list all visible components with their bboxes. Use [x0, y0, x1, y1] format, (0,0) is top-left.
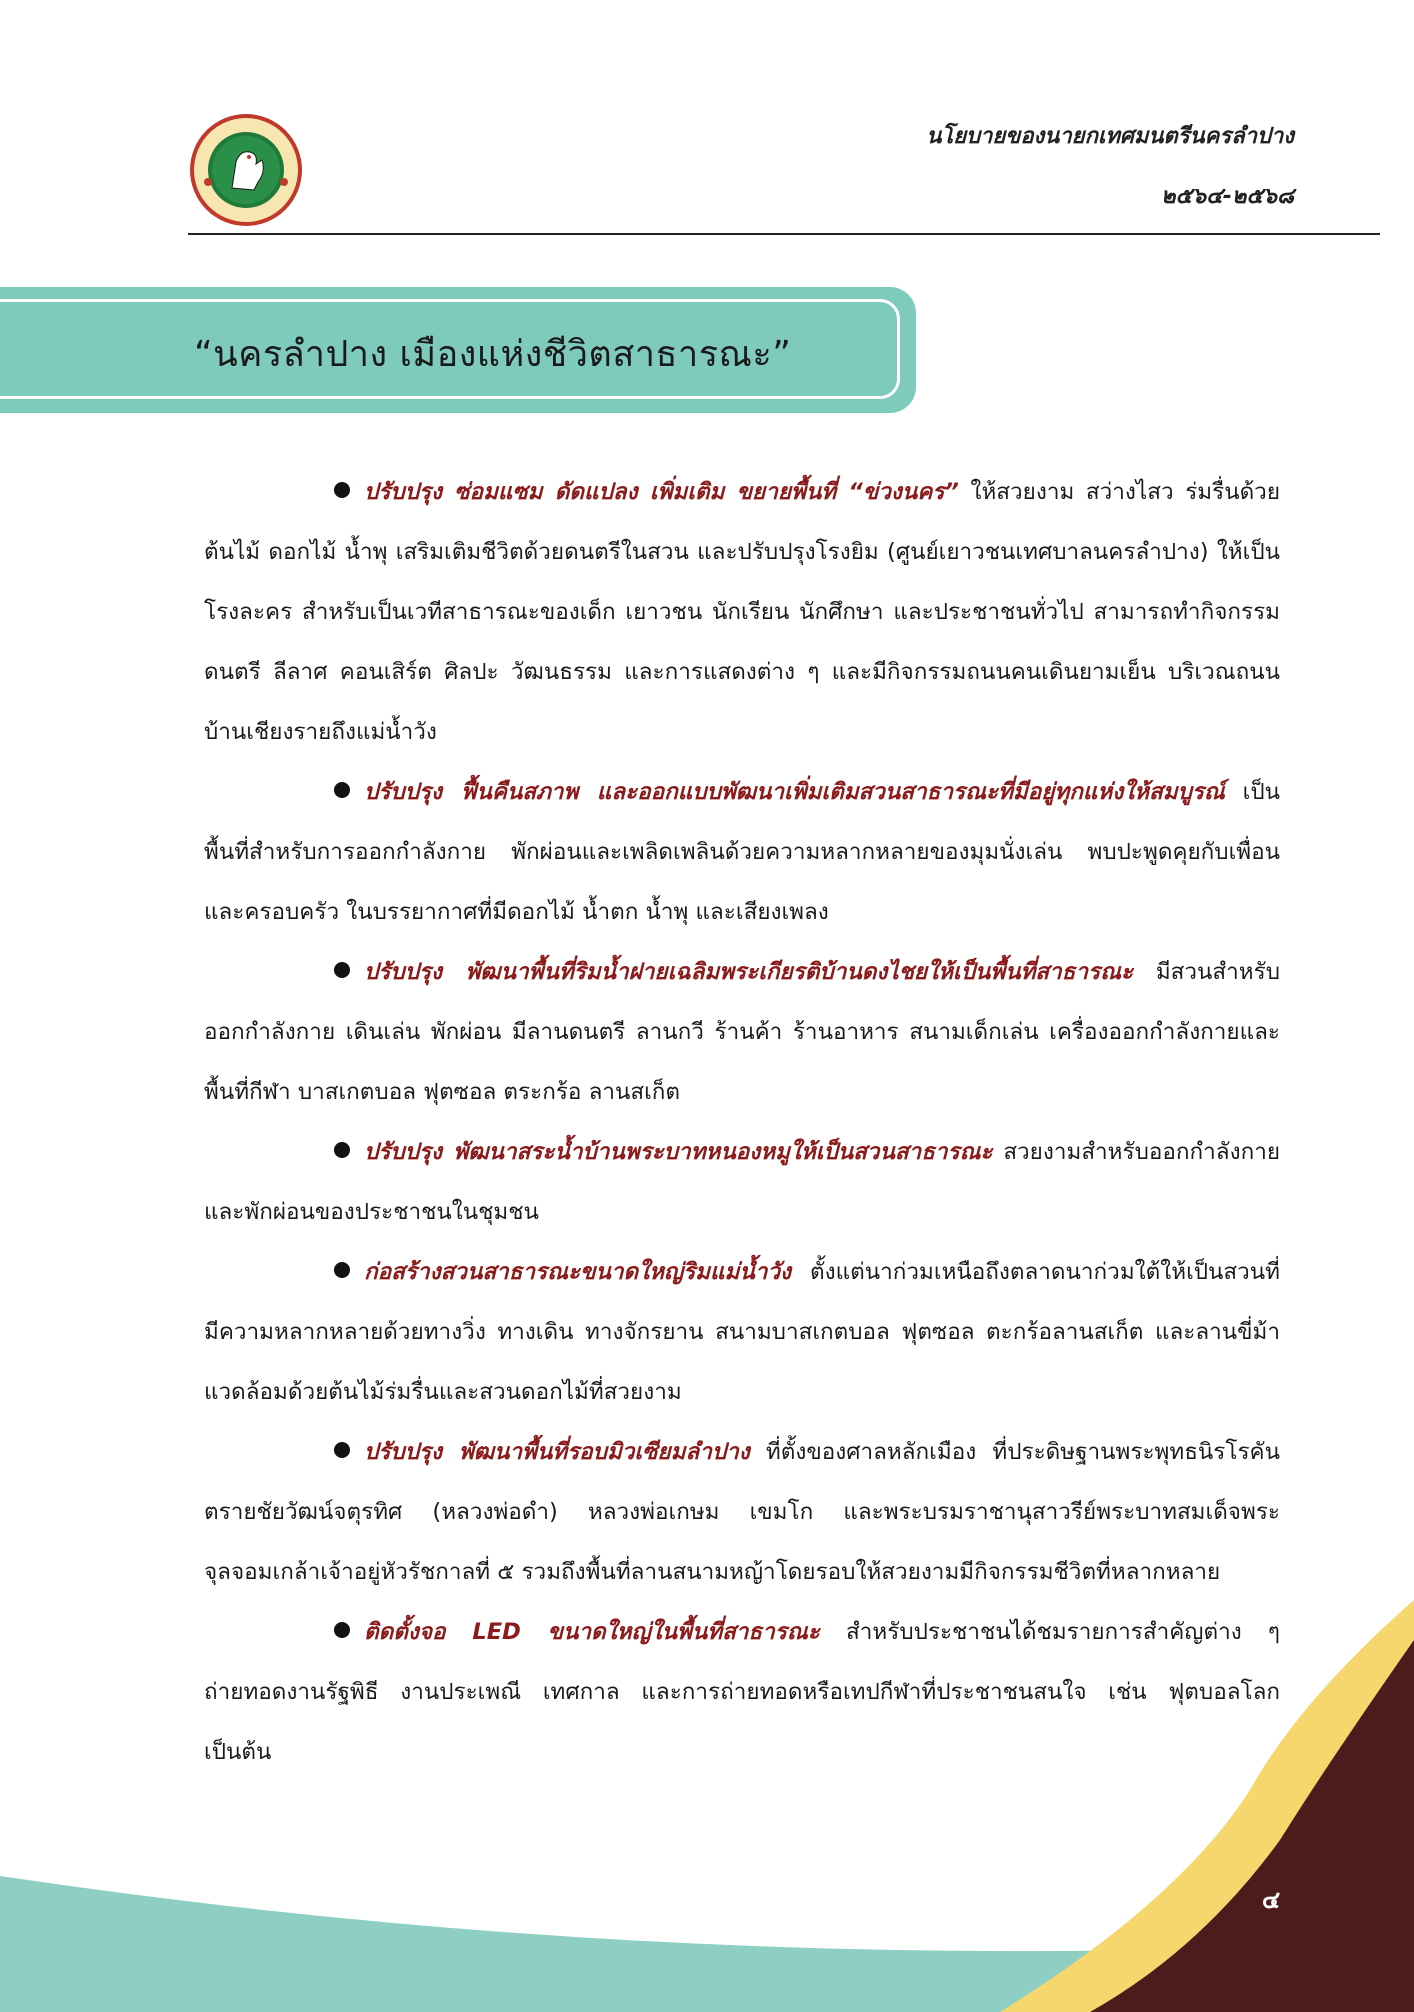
policy-content — [204, 462, 1280, 1782]
policy-item — [204, 1242, 1280, 1422]
bullet-icon — [334, 782, 350, 798]
policy-text: สำหรับประชาชนได้ชมรายการสำคัญต่าง ๆ ถ่ายทอดงานรัฐพิธี งานประเพณี เทศกาล และการถ่ายทอดหรือเทปกีฬาที่ประชาชนสนใจ เช่น ฟุตบอลโลก เป็นต้น — [204, 1619, 1280, 1765]
bullet-icon — [334, 962, 350, 978]
policy-heading: ปรับปรุง ซ่อมแซม ดัดแปลง เพิ่มเติม ขยายพื้นที่ “ข่วงนคร” — [364, 479, 959, 505]
policy-item — [204, 942, 1280, 1122]
policy-item — [204, 1422, 1280, 1602]
policy-text: ที่ตั้งของศาลหลักเมือง ที่ประดิษฐานพระพุทธนิรโรคันตรายชัยวัฒน์จตุรทิศ (หลวงพ่อดำ) หลวงพ่อเกษม เขมโก และพระบรมราชานุสาวรีย์พระบาทสมเด็จพระจุลจอมเกล้าเจ้าอยู่หัวรัชกาลที่ ๕ รวมถึงพื้นที่ลานสนามหญ้าโดยรอบให้สวยงามมีกิจกรรมชีวิตที่หลากหลาย — [204, 1439, 1280, 1585]
policy-text: ให้สวยงาม สว่างไสว ร่มรื่นด้วยต้นไม้ ดอกไม้ น้ำพุ เสริมเติมชีวิตด้วยดนตรีในสวน และปรับปรุงโรงยิม (ศูนย์เยาวชนเทศบาลนครลำปาง) ให้เป็นโรงละคร สำหรับเป็นเวทีสาธารณะของเด็ก เยาวชน นักเรียน นักศึกษา และประชาชนทั่วไป สามารถทำกิจกรรมดนตรี ลีลาศ คอนเสิร์ต ศิลปะ วัฒนธรรม และการแสดงต่าง ๆ และมีกิจกรรมถนนคนเดินยามเย็น บริเวณถนนบ้านเชียงรายถึงแม่น้ำวัง — [204, 479, 1281, 745]
policy-heading: ก่อสร้างสวนสาธารณะขนาดใหญ่ริมแม่น้ำวัง — [364, 1259, 791, 1285]
bullet-icon — [334, 1622, 350, 1638]
bullet-icon — [334, 1442, 350, 1458]
policy-heading: ปรับปรุง พัฒนาพื้นที่ริมน้ำฝายเฉลิมพระเกียรติบ้านดงไชยให้เป็นพื้นที่สาธารณะ — [364, 959, 1134, 985]
policy-text: มีสวนสำหรับออกกำลังกาย เดินเล่น พักผ่อน มีลานดนตรี ลานกวี ร้านค้า ร้านอาหาร สนามเด็กเล่น เครื่องออกกำลังกายและพื้นที่กีฬา บาสเกตบอล ฟุตซอล ตระกร้อ ลานสเก็ต — [204, 959, 1280, 1105]
policy-item — [204, 1122, 1280, 1242]
policy-heading: ติดตั้งจอ LED ขนาดใหญ่ในพื้นที่สาธารณะ — [364, 1619, 820, 1645]
policy-text: เป็นพื้นที่สำหรับการออกกำลังกาย พักผ่อนและเพลิดเพลินด้วยความหลากหลายของมุมนั่งเล่น พบปะพูดคุยกับเพื่อน และครอบครัว ในบรรยากาศที่มีดอกไม้ น้ำตก น้ำพุ และเสียงเพลง — [204, 779, 1280, 925]
policy-heading: ปรับปรุง ฟื้นคืนสภาพ และออกแบบพัฒนาเพิ่มเติมสวนสาธารณะที่มีอยู่ทุกแห่งให้สมบูรณ์ — [364, 779, 1225, 805]
policy-heading: ปรับปรุง พัฒนาสระน้ำบ้านพระบาทหนองหมูให้เป็นสวนสาธารณะ — [364, 1139, 993, 1165]
bullet-icon — [334, 1262, 350, 1278]
policy-item — [204, 462, 1280, 762]
policy-item — [204, 1602, 1280, 1782]
bullet-icon — [334, 1142, 350, 1158]
document-title: นโยบายของนายกเทศมนตรีนครลำปาง — [926, 124, 1294, 149]
policy-years: ๒๕๖๔-๒๕๖๘ — [1161, 184, 1294, 209]
policy-heading: ปรับปรุง พัฒนาพื้นที่รอบมิวเซียมลำปาง — [364, 1439, 750, 1465]
policy-text: ตั้งแต่นาก่วมเหนือถึงตลาดนาก่วมใต้ให้เป็นสวนที่มีความหลากหลายด้วยทางวิ่ง ทางเดิน ทางจักรยาน สนามบาสเกตบอล ฟุตซอล ตะกร้อลานสเก็ต และลานขี่ม้า แวดล้อมด้วยต้นไม้ร่มรื่นและสวนดอกไม้ที่สวยงาม — [204, 1259, 1280, 1405]
bullet-icon — [334, 482, 350, 498]
policy-item — [204, 762, 1280, 942]
page-number: ๔ — [1262, 1886, 1281, 1914]
policy-text: สวยงามสำหรับออกกำลังกายและพักผ่อนของประชาชนในชุมชน — [204, 1139, 1281, 1225]
section-title: “นครลำปาง เมืองแห่งชีวิตสาธารณะ” — [194, 334, 792, 375]
